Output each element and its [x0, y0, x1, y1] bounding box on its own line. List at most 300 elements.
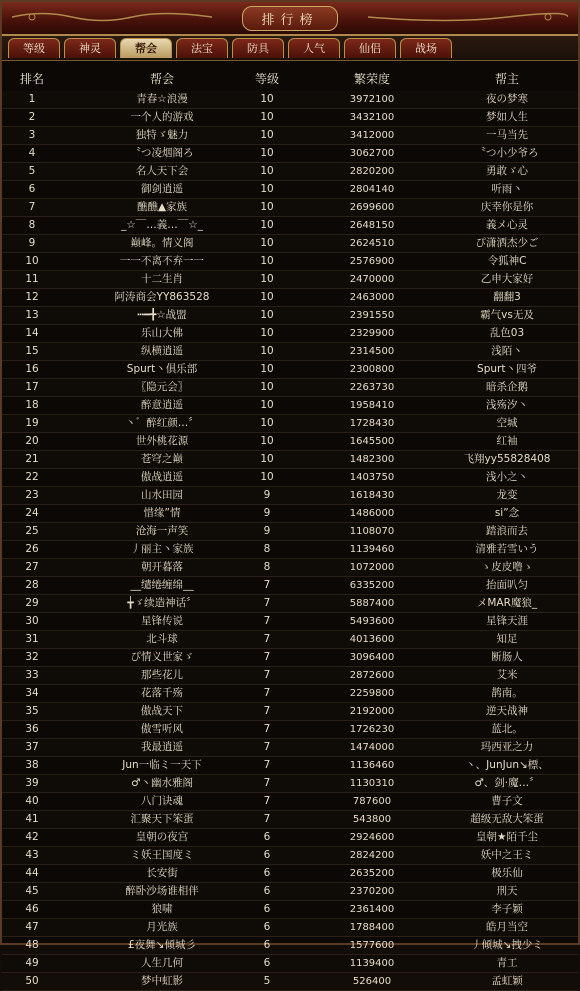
header-prosperity[interactable]: 繁荣度	[353, 72, 390, 86]
row-rank: 9	[28, 237, 36, 249]
table-row[interactable]	[2, 973, 578, 991]
row-level: 10	[260, 381, 274, 393]
row-prosperity: 3062700	[349, 148, 395, 159]
header-level[interactable]: 等级	[254, 72, 279, 86]
row-level: 10	[260, 165, 274, 177]
row-guild-name: 独特ゞ魅力	[135, 129, 189, 141]
row-prosperity: 2314500	[349, 346, 395, 357]
row-level: 10	[260, 417, 274, 429]
row-prosperity: 1474000	[349, 742, 395, 753]
row-level: 10	[260, 219, 274, 231]
row-level: 10	[260, 399, 274, 411]
row-leader: 蓝北。	[491, 723, 523, 735]
row-guild-name: 星锋传说	[141, 615, 183, 627]
row-guild-name: 傲雪听风	[141, 723, 183, 735]
row-level: 6	[263, 867, 271, 879]
table-header	[2, 70, 578, 87]
row-level: 10	[260, 111, 274, 123]
table-row[interactable]	[2, 919, 578, 937]
table-row[interactable]	[2, 883, 578, 901]
row-rank: 16	[25, 363, 39, 375]
row-leader: 玛西亚之力	[480, 741, 534, 753]
tab-couple[interactable]: 仙侣	[344, 38, 396, 58]
row-rank: 11	[25, 273, 39, 285]
tab-deity[interactable]: 神灵	[64, 38, 116, 58]
row-leader: 刑天	[496, 885, 518, 897]
table-row[interactable]	[2, 235, 578, 253]
row-level: 7	[263, 795, 271, 807]
table-row[interactable]	[2, 343, 578, 361]
row-leader: 皓月当空	[486, 921, 528, 933]
row-rank: 44	[25, 867, 39, 879]
table-row[interactable]	[2, 109, 578, 127]
row-leader: 妖中之王ミ	[480, 849, 534, 861]
row-guild-name: ぴ情义世家ゞ	[130, 651, 194, 663]
row-prosperity: 3432100	[349, 112, 395, 123]
tab-guild[interactable]: 帮会	[120, 38, 172, 58]
row-rank: 10	[25, 255, 39, 267]
row-prosperity: 3412000	[349, 130, 395, 141]
row-guild-name: ╈ゞ续造神话〞	[127, 597, 197, 609]
row-level: 10	[260, 327, 274, 339]
row-prosperity: 2648150	[349, 220, 395, 231]
table-row[interactable]	[2, 217, 578, 235]
row-leader: メMAR魔狼_	[476, 597, 538, 609]
row-guild-name: 皇朝の夜宫	[135, 831, 189, 843]
row-rank: 43	[25, 849, 39, 861]
row-prosperity: 5887400	[349, 598, 395, 609]
row-level: 10	[260, 93, 274, 105]
row-prosperity: 787600	[352, 796, 392, 807]
row-rank: 35	[25, 705, 39, 717]
row-leader: 踏浪而去	[486, 525, 528, 537]
header-rank[interactable]: 排名	[19, 72, 44, 86]
table-body	[2, 91, 578, 991]
table-row[interactable]	[2, 613, 578, 631]
row-prosperity: 1645500	[349, 436, 395, 447]
row-prosperity: 2624510	[349, 238, 395, 249]
row-rank: 15	[25, 345, 39, 357]
table-row[interactable]	[2, 667, 578, 685]
row-guild-name: 狼啸	[151, 903, 173, 915]
row-prosperity: 2872600	[349, 670, 395, 681]
table-row[interactable]	[2, 379, 578, 397]
row-prosperity: 2463000	[349, 292, 395, 303]
tab-battlefield[interactable]: 战场	[400, 38, 452, 58]
table-row[interactable]	[2, 325, 578, 343]
row-guild-name: 〝つ凌烟阁ろ	[130, 147, 194, 159]
row-prosperity: 1618430	[349, 490, 395, 501]
table-row[interactable]	[2, 829, 578, 847]
row-prosperity: 1958410	[349, 400, 395, 411]
window-title: 排行榜	[242, 6, 337, 31]
row-rank: 32	[25, 651, 39, 663]
table-row[interactable]	[2, 739, 578, 757]
table-row[interactable]	[2, 181, 578, 199]
row-guild-name: 苍穹之巅	[141, 453, 183, 465]
row-leader: 乙申大家好	[480, 273, 534, 285]
row-prosperity: 1788400	[349, 922, 395, 933]
row-prosperity: 2192000	[349, 706, 395, 717]
row-leader: 断肠人	[491, 651, 523, 663]
row-prosperity: 1072000	[349, 562, 395, 573]
row-level: 10	[260, 255, 274, 267]
row-prosperity: 543800	[352, 814, 392, 825]
row-level: 7	[263, 777, 271, 789]
row-level: 7	[263, 723, 271, 735]
row-guild-name: 傲战天下	[141, 705, 183, 717]
row-level: 10	[260, 471, 274, 483]
row-leader: 青工	[496, 957, 518, 969]
row-guild-name: 长安街	[146, 867, 178, 879]
row-prosperity: 1403750	[349, 472, 395, 483]
table-row[interactable]	[2, 721, 578, 739]
row-rank: 5	[28, 165, 36, 177]
row-rank: 36	[25, 723, 39, 735]
row-rank: 19	[25, 417, 39, 429]
row-guild-name: 那些花儿	[141, 669, 183, 681]
row-level: 10	[260, 237, 274, 249]
table-row[interactable]	[2, 415, 578, 433]
row-rank: 8	[28, 219, 36, 231]
row-rank: 38	[25, 759, 39, 771]
table-row[interactable]	[2, 271, 578, 289]
row-rank: 24	[25, 507, 39, 519]
row-rank: 31	[25, 633, 39, 645]
row-level: 7	[263, 597, 271, 609]
table-row[interactable]	[2, 397, 578, 415]
row-rank: 22	[25, 471, 39, 483]
row-level: 9	[263, 507, 271, 519]
row-rank: 27	[25, 561, 39, 573]
row-leader: 令狐神C	[487, 255, 527, 267]
row-guild-name: ┅━╋☆战盟	[137, 309, 187, 321]
row-guild-name: 沧海一声笑	[135, 525, 189, 537]
table-row[interactable]	[2, 451, 578, 469]
table-row[interactable]	[2, 847, 578, 865]
row-guild-name: 丶゛醉红颜…〞	[125, 417, 199, 429]
row-leader: ♂、剑·魔…〞	[474, 777, 540, 789]
row-rank: 2	[28, 111, 36, 123]
row-guild-name: 朝开暮落	[141, 561, 183, 573]
row-prosperity: 3972100	[349, 94, 395, 105]
row-level: 10	[260, 435, 274, 447]
row-leader: 星锋天涯	[486, 615, 528, 627]
row-prosperity: 1482300	[349, 454, 395, 465]
row-level: 10	[260, 129, 274, 141]
row-guild-name: ミ妖王国度ミ	[130, 849, 194, 861]
table-row[interactable]	[2, 289, 578, 307]
row-guild-name: 汇聚天下笨蛋	[130, 813, 194, 825]
row-prosperity: 1108070	[349, 526, 395, 537]
row-guild-name: 月光族	[146, 921, 178, 933]
row-prosperity: 2804140	[349, 184, 395, 195]
tab-armor[interactable]: 防具	[232, 38, 284, 58]
row-leader: 艾米	[496, 669, 518, 681]
table-row[interactable]	[2, 703, 578, 721]
table-row[interactable]	[2, 145, 578, 163]
row-level: 7	[263, 759, 271, 771]
table-row[interactable]	[2, 469, 578, 487]
row-level: 8	[263, 561, 271, 573]
row-level: 6	[263, 957, 271, 969]
row-rank: 1	[28, 93, 36, 105]
table-row[interactable]	[2, 685, 578, 703]
row-leader: 翻翻3	[493, 291, 521, 303]
row-rank: 29	[25, 597, 39, 609]
row-rank: 13	[25, 309, 39, 321]
row-leader: 勇敢ゞ心	[486, 165, 528, 177]
row-leader: si”念	[494, 507, 520, 519]
row-level: 10	[260, 453, 274, 465]
row-leader: 龙变	[496, 489, 518, 501]
row-guild-name: 我最逍遥	[141, 741, 183, 753]
row-guild-name: 阿涛商会YY863528	[114, 291, 210, 303]
row-prosperity: 1139460	[349, 544, 395, 555]
row-prosperity: 5493600	[349, 616, 395, 627]
row-guild-name: 名人天下会	[135, 165, 189, 177]
table-row[interactable]	[2, 577, 578, 595]
row-level: 6	[263, 939, 271, 951]
row-level: 9	[263, 489, 271, 501]
row-level: 10	[260, 363, 274, 375]
row-guild-name: 花落千殇	[141, 687, 183, 699]
row-leader: 丿倾城↘拽少ミ	[471, 939, 543, 951]
table-row[interactable]	[2, 541, 578, 559]
row-leader: 知足	[496, 633, 518, 645]
row-leader: 超级无敌大笨蛋	[470, 813, 544, 825]
row-leader: 浅殇汐丶	[486, 399, 528, 411]
row-rank: 39	[25, 777, 39, 789]
tab-level[interactable]: 等级	[8, 38, 60, 58]
table-row[interactable]	[2, 433, 578, 451]
row-leader: 梦如人生	[486, 111, 528, 123]
row-rank: 25	[25, 525, 39, 537]
row-guild-name: 八门诀魂	[141, 795, 183, 807]
row-level: 10	[260, 345, 274, 357]
row-leader: 逆天战神	[486, 705, 528, 717]
row-prosperity: 2370200	[349, 886, 395, 897]
row-guild-name: 山水田园	[141, 489, 183, 501]
row-leader: 浅小之丶	[486, 471, 528, 483]
row-leader: 鹊南。	[491, 687, 523, 699]
row-leader: 抬面叭匀	[486, 579, 528, 591]
row-prosperity: 2820200	[349, 166, 395, 177]
row-leader: 丶、JunJun↘標、	[465, 759, 549, 771]
row-level: 7	[263, 633, 271, 645]
row-rank: 34	[25, 687, 39, 699]
row-rank: 20	[25, 435, 39, 447]
row-leader: 曹子文	[491, 795, 523, 807]
row-level: 6	[263, 903, 271, 915]
row-guild-name: 巅峰。情义阁	[130, 237, 194, 249]
row-rank: 33	[25, 669, 39, 681]
row-guild-name: 一个人的游戏	[130, 111, 194, 123]
row-rank: 26	[25, 543, 39, 555]
row-level: 10	[260, 291, 274, 303]
tab-bar	[2, 36, 578, 61]
table-row[interactable]	[2, 793, 578, 811]
table-row[interactable]	[2, 865, 578, 883]
row-guild-name: 御剑逍遥	[141, 183, 183, 195]
row-rank: 47	[25, 921, 39, 933]
row-level: 6	[263, 885, 271, 897]
row-prosperity: 2391550	[349, 310, 395, 321]
row-prosperity: 1726230	[349, 724, 395, 735]
row-prosperity: 2329900	[349, 328, 395, 339]
row-rank: 42	[25, 831, 39, 843]
row-leader: 夜の梦寒	[486, 93, 528, 105]
table-row[interactable]	[2, 595, 578, 613]
table-row[interactable]	[2, 523, 578, 541]
row-guild-name: 〖隐元会〗	[135, 381, 189, 393]
row-leader: 孟虹颖	[491, 975, 523, 987]
table-row[interactable]	[2, 775, 578, 793]
row-leader: 義メ心灵	[486, 219, 528, 231]
table-row[interactable]	[2, 307, 578, 325]
row-prosperity: 1728430	[349, 418, 395, 429]
row-rank: 40	[25, 795, 39, 807]
table-row[interactable]	[2, 757, 578, 775]
row-guild-name: 醉意逍遥	[141, 399, 183, 411]
row-level: 6	[263, 831, 271, 843]
row-prosperity: 4013600	[349, 634, 395, 645]
table-row[interactable]	[2, 901, 578, 919]
table-row[interactable]	[2, 559, 578, 577]
tab-treasure[interactable]: 法宝	[176, 38, 228, 58]
row-guild-name: 醉卧沙场谁相伴	[125, 885, 199, 897]
row-prosperity: 526400	[352, 976, 392, 987]
row-rank: 12	[25, 291, 39, 303]
row-rank: 46	[25, 903, 39, 915]
row-guild-name: 醮醮▲家族	[136, 201, 188, 213]
header-guild[interactable]: 帮会	[149, 72, 174, 86]
row-guild-name: 青春☆浪漫	[136, 93, 188, 105]
row-prosperity: 2361400	[349, 904, 395, 915]
row-level: 9	[263, 525, 271, 537]
table-row[interactable]	[2, 937, 578, 955]
row-rank: 17	[25, 381, 39, 393]
table-row[interactable]	[2, 649, 578, 667]
row-rank: 6	[28, 183, 36, 195]
row-level: 8	[263, 543, 271, 555]
table-row[interactable]	[2, 487, 578, 505]
row-rank: 50	[25, 975, 39, 987]
row-leader: 红袖	[496, 435, 518, 447]
row-leader: 清雅若雪いう	[475, 543, 539, 555]
row-guild-name: 丿丽主丶家族	[130, 543, 194, 555]
row-rank: 48	[25, 939, 39, 951]
row-level: 7	[263, 705, 271, 717]
row-guild-name: Spurt丶俱乐部	[126, 363, 198, 375]
row-leader: 皇朝★陌千尘	[476, 831, 538, 843]
table-row[interactable]	[2, 127, 578, 145]
row-rank: 18	[25, 399, 39, 411]
row-level: 10	[260, 201, 274, 213]
row-rank: 37	[25, 741, 39, 753]
row-prosperity: 6335200	[349, 580, 395, 591]
row-leader: Spurt丶四爷	[477, 363, 537, 375]
row-prosperity: 1130310	[349, 778, 395, 789]
row-level: 10	[260, 183, 274, 195]
row-rank: 21	[25, 453, 39, 465]
row-level: 7	[263, 651, 271, 663]
row-leader: ぴ潇洒杰少ご	[475, 237, 539, 249]
row-level: 10	[260, 273, 274, 285]
row-rank: 41	[25, 813, 39, 825]
row-prosperity: 2263730	[349, 382, 395, 393]
header-leader[interactable]: 帮主	[494, 72, 519, 86]
title-bar	[2, 2, 578, 36]
row-leader: 乱色03	[489, 327, 525, 339]
row-rank: 49	[25, 957, 39, 969]
row-leader: 庆幸你是你	[480, 201, 534, 213]
row-rank: 3	[28, 129, 36, 141]
row-level: 6	[263, 921, 271, 933]
row-guild-name: ♂丶幽水雅阁	[131, 777, 193, 789]
row-level: 7	[263, 669, 271, 681]
ranking-table	[2, 62, 578, 987]
row-level: 6	[263, 849, 271, 861]
table-row[interactable]	[2, 163, 578, 181]
row-level: 5	[263, 975, 271, 987]
row-prosperity: 1577600	[349, 940, 395, 951]
row-guild-name: 北斗球	[146, 633, 178, 645]
row-rank: 45	[25, 885, 39, 897]
row-leader: 霸气vs无及	[480, 309, 534, 321]
row-prosperity: 2300800	[349, 364, 395, 375]
row-prosperity: 3096400	[349, 652, 395, 663]
row-level: 7	[263, 615, 271, 627]
row-leader: 一马当先	[486, 129, 528, 141]
row-leader: 浅陌丶	[491, 345, 523, 357]
table-row[interactable]	[2, 199, 578, 217]
row-guild-name: 一一不离不弃一一	[120, 255, 204, 267]
table-row[interactable]	[2, 811, 578, 829]
row-prosperity: 1486000	[349, 508, 395, 519]
ornament-right-icon	[368, 10, 568, 24]
row-level: 10	[260, 147, 274, 159]
row-level: 7	[263, 813, 271, 825]
row-leader: 空城	[496, 417, 518, 429]
row-leader: 极乐仙	[491, 867, 523, 879]
table-row[interactable]	[2, 631, 578, 649]
row-guild-name: Jun一临ミ一天下	[122, 759, 202, 771]
table-row[interactable]	[2, 505, 578, 523]
row-guild-name: __缱绻缠绵__	[130, 579, 194, 591]
table-row[interactable]	[2, 91, 578, 109]
row-leader: 暗杀企鹅	[486, 381, 528, 393]
row-level: 10	[260, 309, 274, 321]
row-prosperity: 2824200	[349, 850, 395, 861]
table-row[interactable]	[2, 955, 578, 973]
tab-popularity[interactable]: 人气	[288, 38, 340, 58]
row-guild-name: _☆￣…義…￣☆_	[121, 219, 203, 231]
row-level: 7	[263, 579, 271, 591]
row-leader: 飞翔yy55828408	[463, 453, 551, 465]
row-prosperity: 2259800	[349, 688, 395, 699]
row-rank: 30	[25, 615, 39, 627]
row-guild-name: 惜缘”情	[143, 507, 181, 519]
table-row[interactable]	[2, 361, 578, 379]
row-prosperity: 2576900	[349, 256, 395, 267]
row-guild-name: 乐山大佛	[141, 327, 183, 339]
table-row[interactable]	[2, 253, 578, 271]
row-leader: 〝つ小少爷ろ	[475, 147, 539, 159]
row-guild-name: 纵横逍遥	[141, 345, 183, 357]
row-prosperity: 1136460	[349, 760, 395, 771]
row-rank: 28	[25, 579, 39, 591]
